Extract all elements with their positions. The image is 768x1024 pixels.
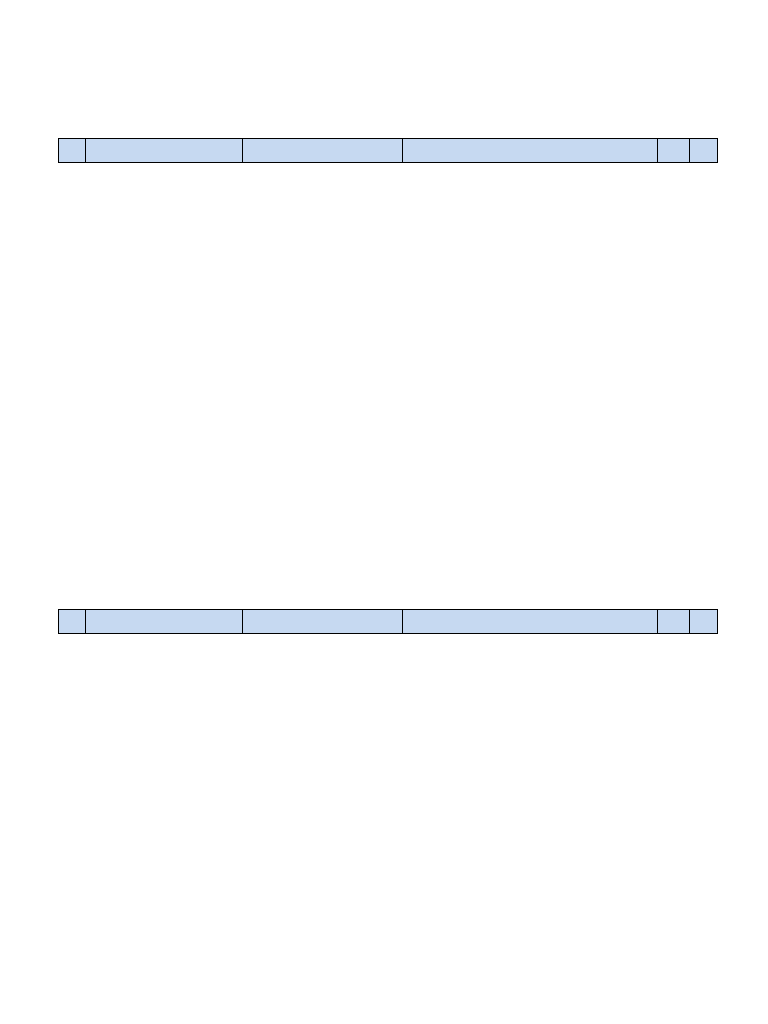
col-header-lingkup-materi: [86, 139, 243, 163]
table-header-row: [59, 610, 718, 634]
table-header-row: [59, 139, 718, 163]
kisi-table-page-2: [58, 609, 718, 634]
col-header-no: [59, 610, 86, 634]
col-header-indikator-soal: [403, 610, 658, 634]
col-header-indikator-soal: [403, 139, 658, 163]
col-header-bentuk-soal: [658, 610, 690, 634]
col-header-no-soal: [690, 139, 718, 163]
col-header-lingkup-materi: [86, 610, 243, 634]
col-header-materi: [243, 139, 403, 163]
col-header-no: [59, 139, 86, 163]
kisi-table-page-1: [58, 138, 718, 163]
col-header-materi: [243, 610, 403, 634]
col-header-no-soal: [690, 610, 718, 634]
col-header-bentuk-soal: [658, 139, 690, 163]
